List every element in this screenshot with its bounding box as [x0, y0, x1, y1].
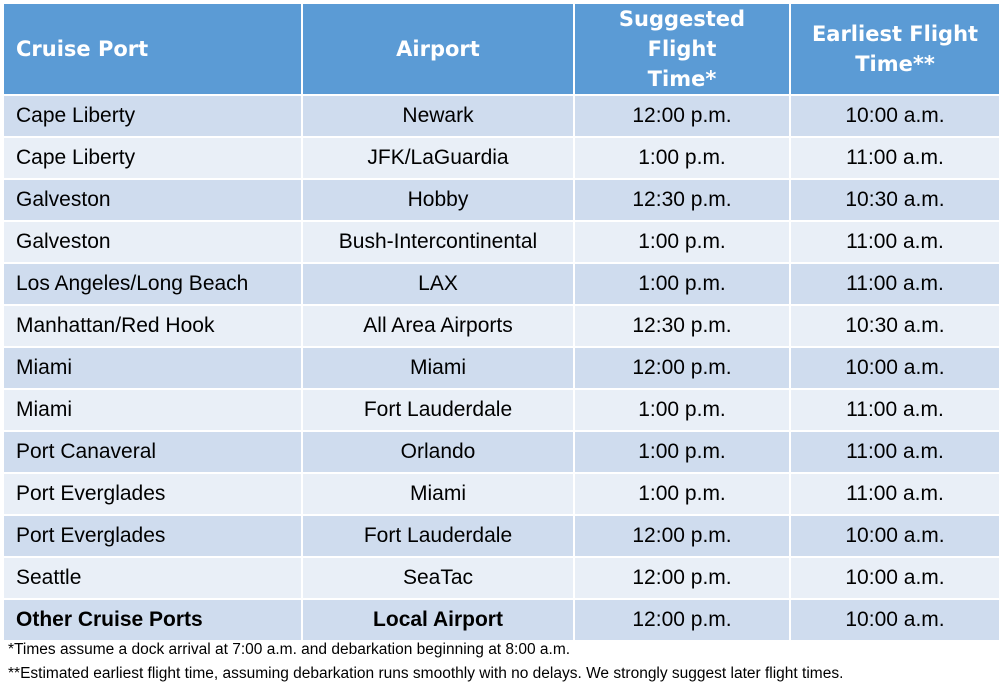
cell-earliest-time: 10:00 a.m.: [791, 348, 999, 388]
header-cruise-port-label: Cruise Port: [16, 37, 149, 61]
cell-cruise-port: Port Everglades: [4, 516, 301, 556]
header-earliest-line2: Time**: [855, 52, 935, 76]
table-row: [4, 138, 999, 178]
cell-suggested-time: 12:00 p.m.: [575, 96, 789, 136]
cell-cruise-port: Galveston: [4, 180, 301, 220]
table-row: [4, 516, 999, 556]
cell-earliest-time: 11:00 a.m.: [791, 138, 999, 178]
cell-earliest-time: 11:00 a.m.: [791, 474, 999, 514]
cell-cruise-port: Miami: [4, 390, 301, 430]
cell-suggested-time: 12:00 p.m.: [575, 558, 789, 598]
footnote-earliest-flight: **Estimated earliest flight time, assuming debarkation runs smoothly with no delays. We strongly suggest later flight times.: [8, 665, 844, 682]
cell-cruise-port: Miami: [4, 348, 301, 388]
cell-airport: Fort Lauderdale: [303, 390, 573, 430]
footnote-dock-arrival: *Times assume a dock arrival at 7:00 a.m. and debarkation beginning at 8:00 a.m.: [8, 641, 571, 658]
cell-earliest-time: 10:00 a.m.: [791, 516, 999, 556]
cell-cruise-port: Los Angeles/Long Beach: [4, 264, 301, 304]
table-row: [4, 96, 999, 136]
cell-suggested-time: 12:00 p.m.: [575, 600, 789, 640]
cell-airport: JFK/LaGuardia: [303, 138, 573, 178]
cell-suggested-time: 12:00 p.m.: [575, 348, 789, 388]
header-suggested-line1: Suggested Flight: [618, 7, 746, 61]
cell-cruise-port: Other Cruise Ports: [4, 600, 301, 640]
cell-earliest-time: 10:00 a.m.: [791, 558, 999, 598]
header-airport: [303, 4, 573, 94]
cell-earliest-time: 11:00 a.m.: [791, 432, 999, 472]
cell-airport: Miami: [303, 348, 573, 388]
table-header-row: [4, 4, 999, 94]
cell-cruise-port: Port Canaveral: [4, 432, 301, 472]
cell-earliest-time: 11:00 a.m.: [791, 222, 999, 262]
cell-suggested-time: 1:00 p.m.: [575, 390, 789, 430]
cell-airport: SeaTac: [303, 558, 573, 598]
header-suggested-flight-time: [575, 4, 789, 94]
cell-suggested-time: 1:00 p.m.: [575, 432, 789, 472]
cell-suggested-time: 12:30 p.m.: [575, 306, 789, 346]
table-row: [4, 348, 999, 388]
table-row: [4, 264, 999, 304]
cell-earliest-time: 10:00 a.m.: [791, 96, 999, 136]
cell-suggested-time: 1:00 p.m.: [575, 138, 789, 178]
cell-airport: Bush-Intercontinental: [303, 222, 573, 262]
cell-cruise-port: Cape Liberty: [4, 96, 301, 136]
header-earliest-flight-time: [791, 4, 999, 94]
header-earliest-line1: Earliest Flight: [811, 22, 979, 46]
cell-airport: Orlando: [303, 432, 573, 472]
cell-cruise-port: Port Everglades: [4, 474, 301, 514]
cell-earliest-time: 10:30 a.m.: [791, 180, 999, 220]
table-row-other-ports: [4, 600, 999, 640]
header-cruise-port: [4, 4, 301, 94]
table-row: [4, 180, 999, 220]
cell-earliest-time: 10:30 a.m.: [791, 306, 999, 346]
cell-earliest-time: 11:00 a.m.: [791, 264, 999, 304]
cell-suggested-time: 12:30 p.m.: [575, 180, 789, 220]
header-suggested-line2: Time*: [647, 67, 717, 91]
table-row: [4, 306, 999, 346]
cell-cruise-port: Galveston: [4, 222, 301, 262]
cell-cruise-port: Cape Liberty: [4, 138, 301, 178]
cell-airport: Hobby: [303, 180, 573, 220]
flight-times-table: [2, 2, 1001, 642]
cell-airport: LAX: [303, 264, 573, 304]
cell-suggested-time: 1:00 p.m.: [575, 264, 789, 304]
table-row: [4, 432, 999, 472]
table-row: [4, 390, 999, 430]
cell-airport: All Area Airports: [303, 306, 573, 346]
cell-suggested-time: 12:00 p.m.: [575, 516, 789, 556]
table-row: [4, 558, 999, 598]
table-row: [4, 474, 999, 514]
cell-earliest-time: 10:00 a.m.: [791, 600, 999, 640]
cell-airport: Fort Lauderdale: [303, 516, 573, 556]
cell-airport: Newark: [303, 96, 573, 136]
footnotes: [8, 638, 998, 686]
cell-airport: Miami: [303, 474, 573, 514]
cell-suggested-time: 1:00 p.m.: [575, 222, 789, 262]
cell-suggested-time: 1:00 p.m.: [575, 474, 789, 514]
table-row: [4, 222, 999, 262]
cell-cruise-port: Seattle: [4, 558, 301, 598]
header-airport-label: Airport: [396, 37, 480, 61]
cell-airport: Local Airport: [303, 600, 573, 640]
cell-cruise-port: Manhattan/Red Hook: [4, 306, 301, 346]
cell-earliest-time: 11:00 a.m.: [791, 390, 999, 430]
